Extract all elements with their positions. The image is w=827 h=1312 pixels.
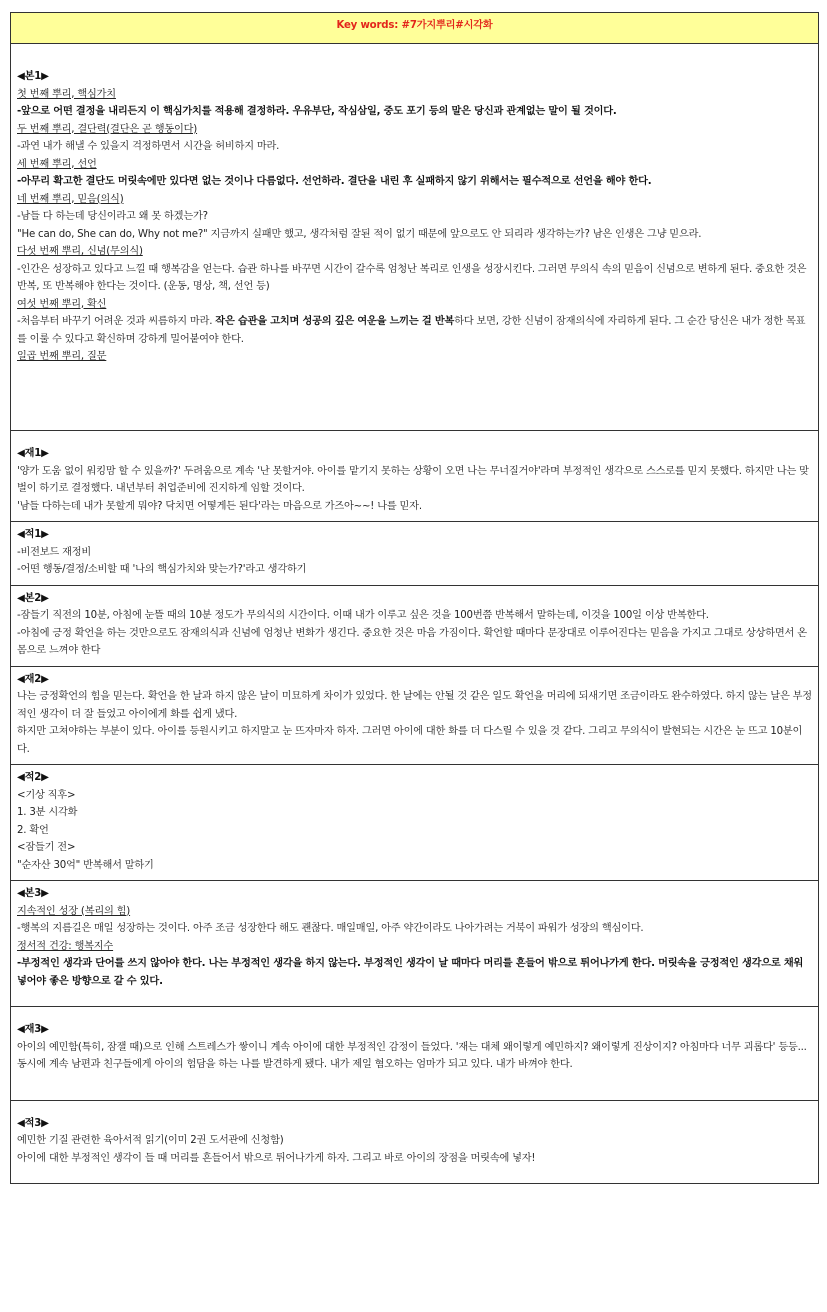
- root5-text: -인간은 성장하고 있다고 느낄 때 행복감을 얻는다. 습관 하나를 바꾸면 시간이 갈수록 엄청난 복리로 인생을 성장시킨다. 그러면 무의식 속의 믿음이 신념으로 변하게 된다. 중요한 것은 반복, 또 반복해야 한다는 것이다. (운동, 명상, 책, 선언 등): [17, 263, 807, 292]
- bon1-marker: ◀본1▶: [17, 71, 49, 82]
- bon2-row: [11, 585, 819, 666]
- bon2-marker: ◀본2▶: [17, 592, 49, 604]
- jae3-cell: [11, 1007, 819, 1101]
- root4-title: 네 번째 뿌리, 믿음(의식): [17, 193, 124, 205]
- jeok2-line-5: "순자산 30억" 반복해서 말하기: [17, 859, 154, 871]
- document-page: [10, 12, 819, 1184]
- jae1-marker: ◀재1▶: [17, 448, 49, 459]
- jae2-row: [11, 666, 819, 765]
- root7-title: 일곱 번째 뿌리, 질문: [17, 351, 107, 362]
- topic1-title: 지속적인 성장 (복리의 힘): [17, 905, 131, 917]
- jeok3-text-2: 아이에 대한 부정적인 생각이 들 때 머리를 흔들어서 밖으로 튀어나가게 하자. 그리고 바로 아이의 장점을 머릿속에 넣자!: [17, 1152, 536, 1164]
- topic1-text: -행복의 지름길은 매일 성장하는 것이다. 아주 조금 성장한다 해도 괜찮다. 매일매일, 아주 약간이라도 나아가려는 거북이 파워가 성장의 핵심이다.: [17, 923, 644, 934]
- bon3-cell: [11, 881, 819, 1007]
- root1-title: 첫 번째 뿌리, 핵심가치: [17, 88, 116, 100]
- jae1-text-2: '남들 다하는데 내가 못할게 뭐야? 닥치면 어떻게든 된다'라는 마음으로 가즈아~~! 나를 믿자.: [17, 500, 422, 512]
- bon2-text-2: -아침에 긍정 확언을 하는 것만으로도 잠재의식과 신념에 엄청난 변화가 생긴다. 중요한 것은 마음 가짐이다. 확언할 때마다 문장대로 이루어진다는 믿음을 가지고 그대로 상상하면서 온몸으로 느껴야 한다: [17, 627, 807, 656]
- jeok2-line-2: 1. 3분 시각화: [17, 807, 78, 818]
- jae2-cell: [11, 666, 819, 765]
- jae2-marker: ◀재2▶: [17, 673, 49, 685]
- jeok3-cell: [11, 1100, 819, 1184]
- root6-text-c: 하다 보면, 강한 신념이 잠재의식에 자리하게 된다. 그 순간 당신은 내가 정한 목표를 이룰 수 있다고 확신하며 강하게 밀어붙여야 한다.: [17, 316, 806, 345]
- jeok3-row: [11, 1100, 819, 1184]
- jae1-text-1: '양가 도움 없이 워킹맘 할 수 있을까?' 두려움으로 계속 '난 못할거야. 아이를 맡기지 못하는 상황이 오면 나는 무너질거야'라며 부정적인 생각으로 스스로를 믿지 못했다. 하지만 나는 맞벌이 하기로 결정했다. 내년부터 취업준비에 진지하게 임할 것이다.: [17, 465, 809, 494]
- root6-title: 여섯 번째 뿌리, 확신: [17, 298, 107, 310]
- jae2-text-2: 하지만 고쳐야하는 부분이 있다. 아이를 등원시키고 하지말고 눈 뜨자마자 하자. 그러면 아이에 대한 화를 더 다스릴 수 있을 것 같다. 그리고 무의식이 발현되는 시간은 눈 뜨고 10분이다.: [17, 726, 803, 755]
- jeok2-row: [11, 765, 819, 881]
- root4-text-2: "He can do, She can do, Why not me?" 지금까지 실패만 했고, 생각처럼 잘된 적이 없기 때문에 앞으로도 안 되리라 생각하는가? 남은 인생은 그냥 믿으라.: [17, 228, 702, 240]
- jeok2-cell: [11, 765, 819, 881]
- root6-text-a: -처음부터 바꾸기 어려운 것과 씨름하지 마라.: [17, 316, 216, 327]
- root3-title: 세 번째 뿌리, 선언: [17, 158, 97, 170]
- topic2-title: 정서적 건강: 행복지수: [17, 940, 114, 952]
- root1-text: -앞으로 어떤 결정을 내리든지 이 핵심가치를 적용해 결정하라. 우유부단, 작심삼일, 중도 포기 등의 말은 당신과 관계없는 말이 될 것이다.: [17, 106, 617, 117]
- root6-text: [17, 313, 812, 348]
- jae2-text-1: 나는 긍정확언의 힘을 믿는다. 확언을 한 날과 하지 않은 날이 미묘하게 차이가 있었다. 한 날에는 안될 것 같은 일도 확언을 머리에 되새기면 조금이라도 완수하였다. 하지 않는 날은 부정적인 생각이 더 잘 들었고 아이에게 화를 쉽게 냈다.: [17, 691, 812, 720]
- topic2-text: -부정적인 생각과 단어를 쓰지 않아야 한다. 나는 부정적인 생각을 하지 않는다. 부정적인 생각이 날 때마다 머리를 흔들어 밖으로 튀어나가게 한다. 머릿속을 긍정적인 생각으로 채워 넣어야 좋은 방향으로 갈 수 있다.: [17, 958, 804, 987]
- jeok2-marker: ◀적2▶: [17, 772, 49, 783]
- jeok1-marker: ◀적1▶: [17, 529, 49, 540]
- root2-text: -과연 내가 해낼 수 있을지 걱정하면서 시간을 허비하지 마라.: [17, 141, 280, 152]
- jeok1-item-1: -비전보드 재정비: [17, 546, 92, 558]
- root5-title: 다섯 번째 뿌리, 신념(무의식): [17, 246, 143, 257]
- bon2-cell: [11, 585, 819, 666]
- root3-text: -아무리 확고한 결단도 머릿속에만 있다면 없는 것이나 다름없다. 선언하라. 결단을 내린 후 실패하지 않기 위해서는 필수적으로 선언을 해야 한다.: [17, 176, 652, 187]
- jae3-marker: ◀재3▶: [17, 1024, 49, 1035]
- bon2-text-1: -잠들기 직전의 10분, 아침에 눈뜰 때의 10분 정도가 무의식의 시간이다. 이때 내가 이루고 싶은 것을 100번쯤 반복해서 말하는데, 이것을 100일 이상 반복한다.: [17, 610, 709, 621]
- root4-text-1: -남들 다 하는데 당신이라고 왜 못 하겠는가?: [17, 211, 208, 222]
- jae3-row: [11, 1007, 819, 1101]
- root6-text-bold: 작은 습관을 고치며 성공의 깊은 여운을 느끼는 걸 반복: [215, 316, 455, 327]
- bon3-row: [11, 881, 819, 1007]
- bon1-row: [11, 44, 819, 431]
- jeok2-line-4: <잠들기 전>: [17, 842, 76, 853]
- header-row: [11, 13, 819, 44]
- bon3-marker: ◀본3▶: [17, 888, 49, 899]
- jeok2-line-1: <기상 직후>: [17, 789, 76, 801]
- jae1-row: [11, 431, 819, 522]
- bon1-cell: [11, 44, 819, 431]
- notes-table: [10, 12, 819, 1184]
- jae3-text: 아이의 예민함(특히, 잠잴 때)으로 인해 스트레스가 쌓이니 계속 아이에 대한 부정적인 감정이 들었다. '재는 대체 왜이렇게 예민하지? 왜이렇게 진상이지? 아침마다 너무 괴롭다' 등등...동시에 계속 남편과 친구들에게 아이의 험담을 하는 나를 발견하게 됐다. 내가 제일 혐오하는 엄마가 되고 있다. 내가 바껴야 한다.: [17, 1041, 807, 1070]
- root2-title: 두 번째 뿌리, 결단력(결단은 곧 행동이다): [17, 123, 198, 135]
- jeok3-text-1: 예민한 기질 관련한 육아서적 읽기(이미 2권 도서관에 신청함): [17, 1135, 284, 1146]
- jeok1-item-2: -어떤 행동/결정/소비할 때 '나의 핵심가치와 맞는가?'라고 생각하기: [17, 564, 307, 575]
- jeok3-marker: ◀적3▶: [17, 1117, 49, 1129]
- jeok2-line-3: 2. 확언: [17, 824, 49, 836]
- jeok1-row: [11, 522, 819, 586]
- jae1-cell: [11, 431, 819, 522]
- jeok1-cell: [11, 522, 819, 586]
- keywords-header: Key words: #7가지뿌리#시각화: [11, 13, 819, 44]
